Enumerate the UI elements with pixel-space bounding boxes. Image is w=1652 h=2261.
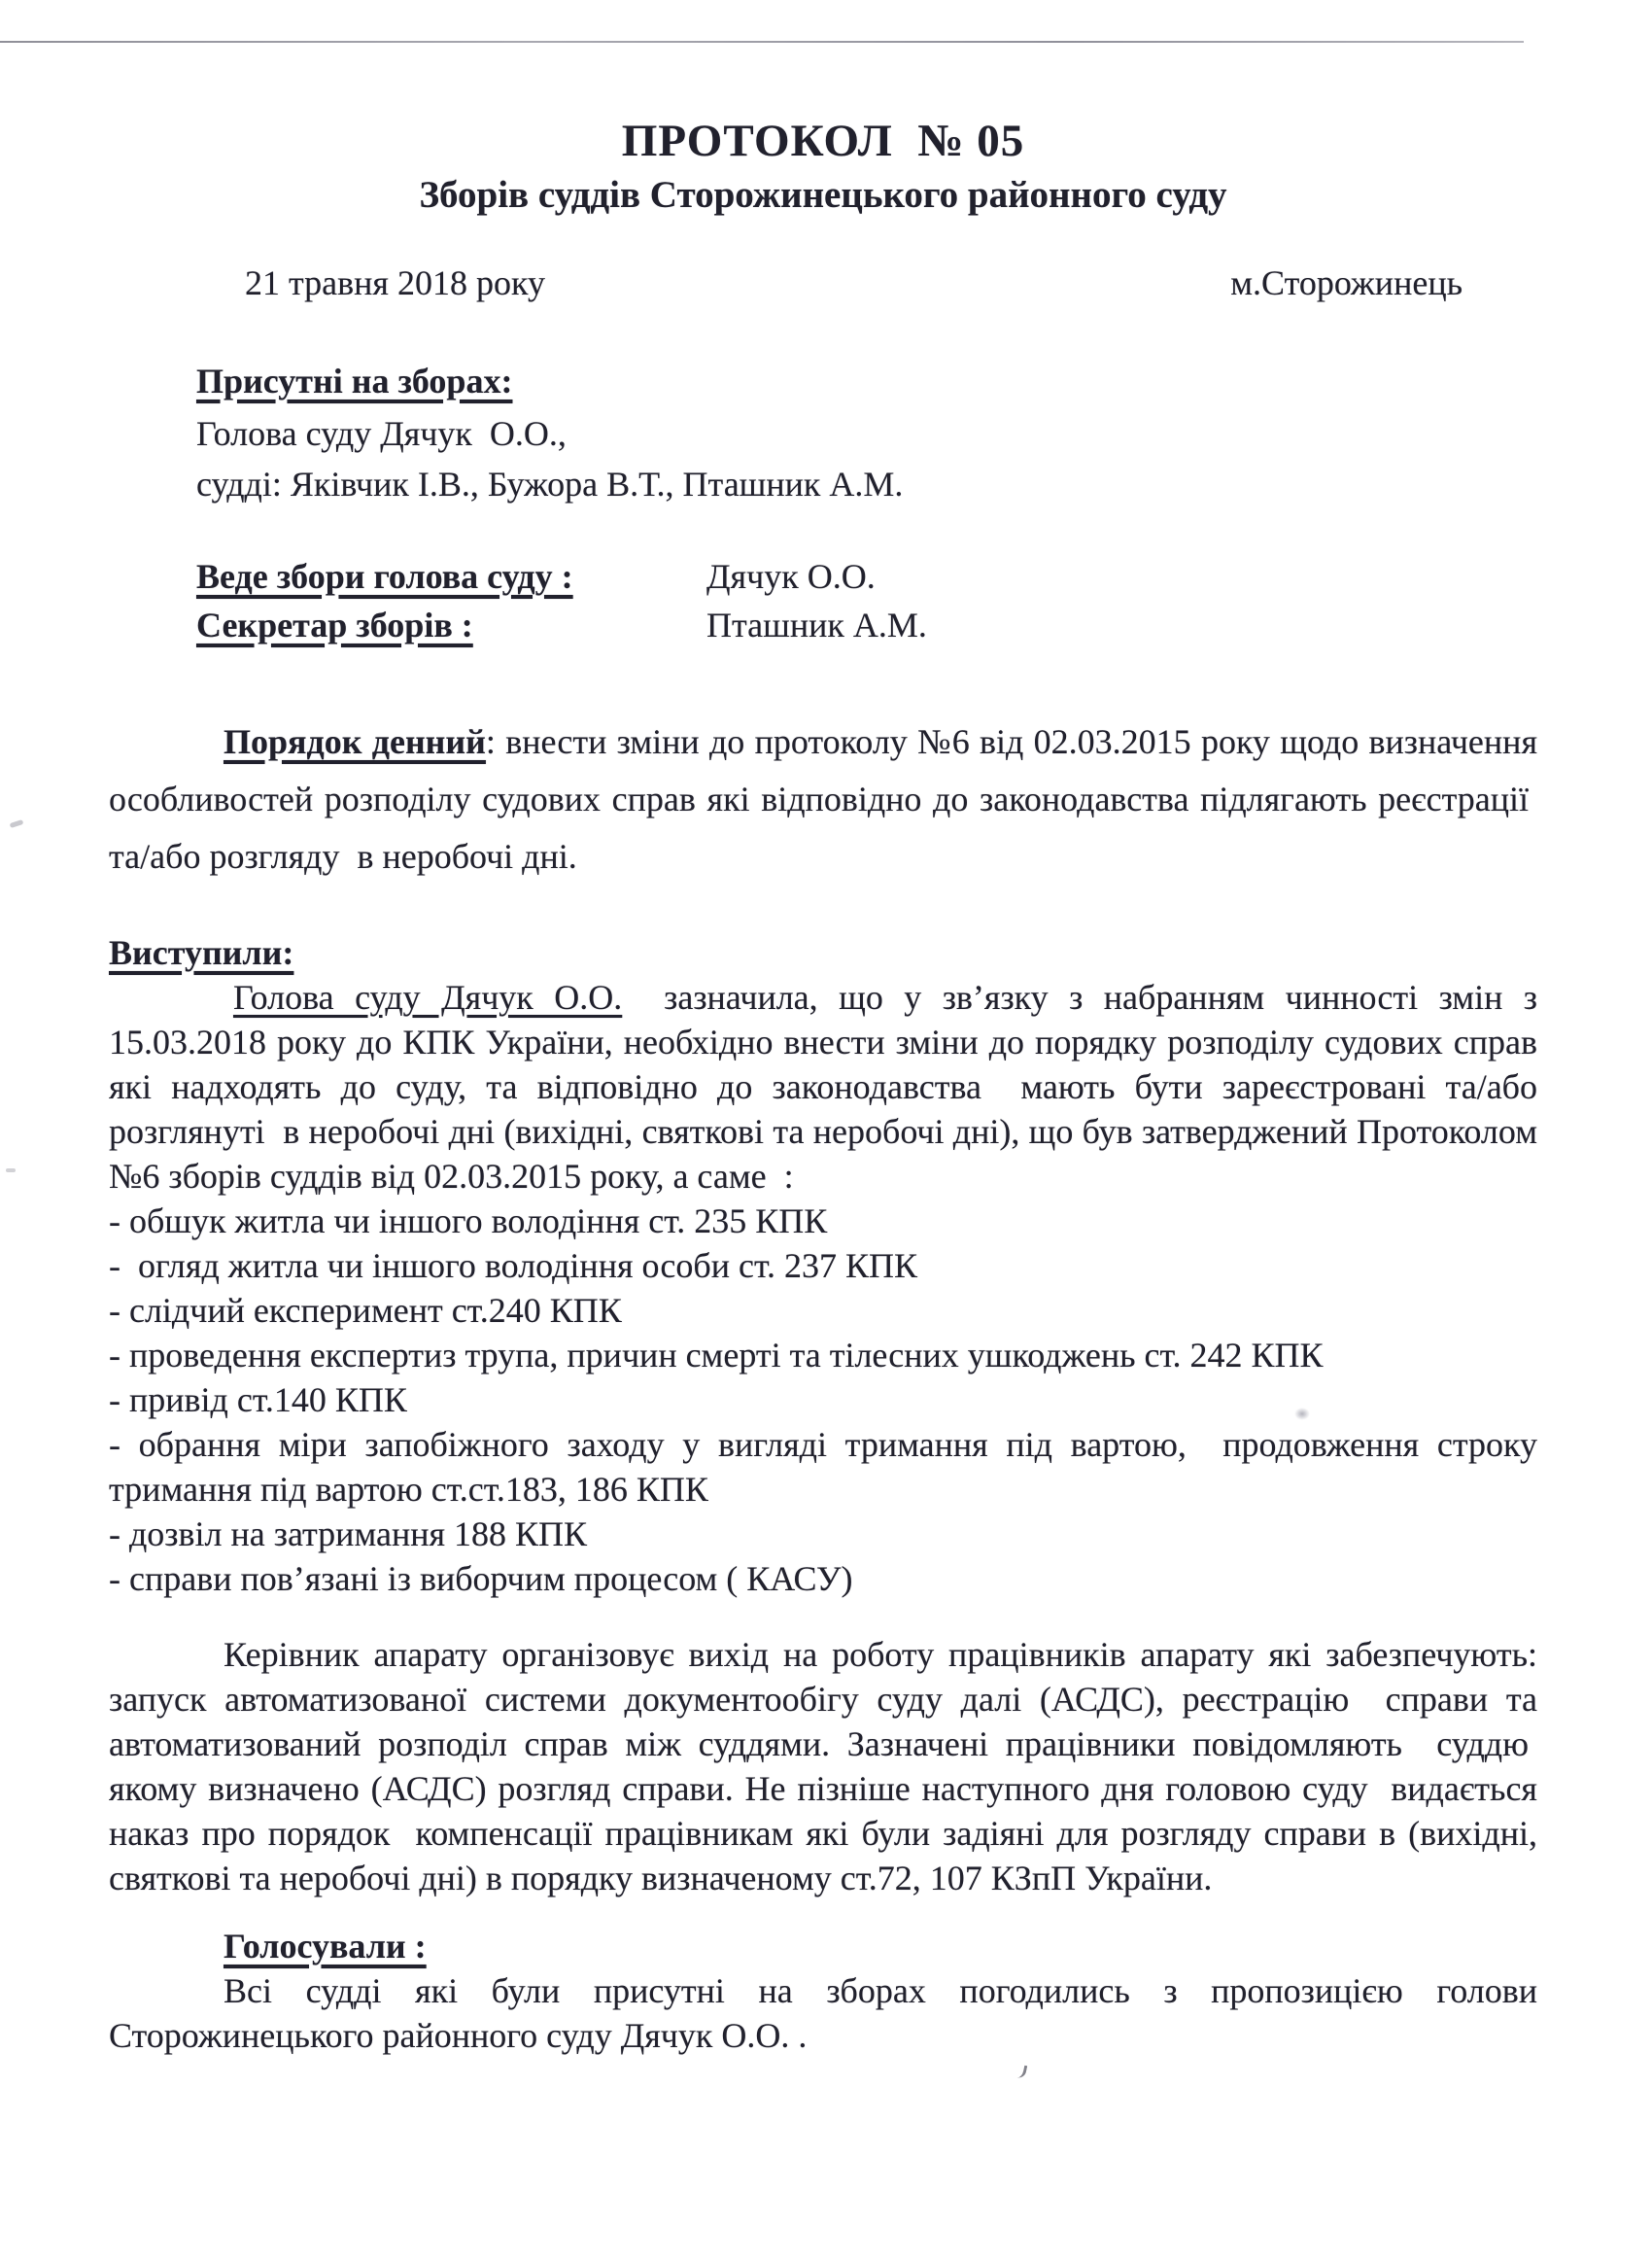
chair-label-wrap <box>196 552 706 601</box>
scan-ink-speck <box>1015 2064 1028 2079</box>
voted-heading: Голосували : <box>224 1927 427 1965</box>
chair-value: Дячук О.О. <box>706 557 876 596</box>
speaker-name: Голова суду Дячук О.О. <box>233 978 623 1017</box>
list-item: - привід ст.140 КПК <box>109 1380 407 1419</box>
list-item: - дозвіл на затримання 188 КПК <box>109 1514 588 1553</box>
attendees-heading: Присутні на зборах: <box>196 362 513 400</box>
voted-paragraph: Всі судді які були присутні на зборах погодились з пропозицією голови Сторожинецького районного суду Дячук О.О. . <box>109 1971 1537 2055</box>
list-item: - справи пов’язані із виборчим процесом ( КАСУ) <box>109 1559 853 1598</box>
scan-smudge <box>6 1168 16 1172</box>
document-place: м.Сторожинець <box>1230 263 1463 302</box>
secretary-value: Пташник А.М. <box>706 606 927 644</box>
speech-text: зазначила, що у зв’язку з набранням чинності змін з 15.03.2018 року до КПК України, необхідно внести зміни до порядку розподілу судових справ які надходять до суду, та відповідно до законодавства мають бути зареєстровані та/або розглянуті в неробочі дні (вихідні, святкові та неробочі дні), що був затверджений Протоколом №6 зборів суддів від 02.03.2015 року, а саме : <box>109 978 1537 1196</box>
dateline <box>109 261 1537 305</box>
list-item: - слідчий експеримент ст.240 КПК <box>109 1291 622 1330</box>
document-content <box>109 0 1537 2058</box>
document-date: 21 травня 2018 року <box>245 263 545 302</box>
attendee-line-judges: судді: Яківчик І.В., Бужора В.Т., Пташник А.М. <box>196 465 904 504</box>
list-item: - обшук житла чи іншого володіння ст. 235 КПК <box>109 1201 828 1240</box>
agenda-paragraph <box>109 713 1537 886</box>
attendee-line-chair: Голова суду Дячук О.О., <box>196 414 567 453</box>
apparatus-paragraph: Керівник апарату організовує вихід на роботу працівників апарату які забезпечують: запуск автоматизованої системи документообігу суду далі (АСДС), реєстрацію справи та автоматизований розподіл справ між суддями. Зазначені працівники повідомляють суддю якому визначено (АСДС) розгляд справи. Не пізніше наступного дня головою суду видається наказ про порядок компенсації працівникам які були задіяні для розгляду справи в (вихідні, святкові та неробочі дні) в порядку визначеному ст.72, 107 КЗпП України. <box>109 1635 1537 1897</box>
document-subtitle: Зборів суддів Сторожинецького районного суду <box>419 174 1227 216</box>
list-item: - обрання міри запобіжного заходу у вигляді тримання під вартою, продовження строку тримання під вартою ст.ст.183, 186 КПК <box>109 1425 1537 1509</box>
secretary-row <box>196 601 1537 649</box>
list-item: - огляд житла чи іншого володіння особи ст. 237 КПК <box>109 1246 918 1285</box>
agenda-text: : внести зміни до протоколу №6 від 02.03.2015 року щодо визначення особливостей розподілу судових справ які відповідно до законодавства підлягають реєстрації та/або розгляду в неробочі дні. <box>109 722 1537 876</box>
attendees-section <box>109 356 1537 509</box>
agenda-label: Порядок денний <box>224 722 486 761</box>
scan-smudge <box>10 819 24 828</box>
document-title: ПРОТОКОЛ № 05 <box>621 116 1025 166</box>
secretary-label: Секретар зборів : <box>196 606 473 644</box>
list-item: - проведення експертиз трупа, причин смерті та тілесних ушкоджень ст. 242 КПК <box>109 1336 1324 1374</box>
chair-row <box>196 552 1537 601</box>
secretary-label-wrap <box>196 601 706 649</box>
chair-label: Веде збори голова суду : <box>196 557 573 596</box>
speakers-heading: Виступили: <box>109 933 294 972</box>
case-types-list <box>109 1199 1537 1601</box>
meeting-roles-section <box>109 552 1537 649</box>
speech-paragraph <box>109 975 1537 1199</box>
